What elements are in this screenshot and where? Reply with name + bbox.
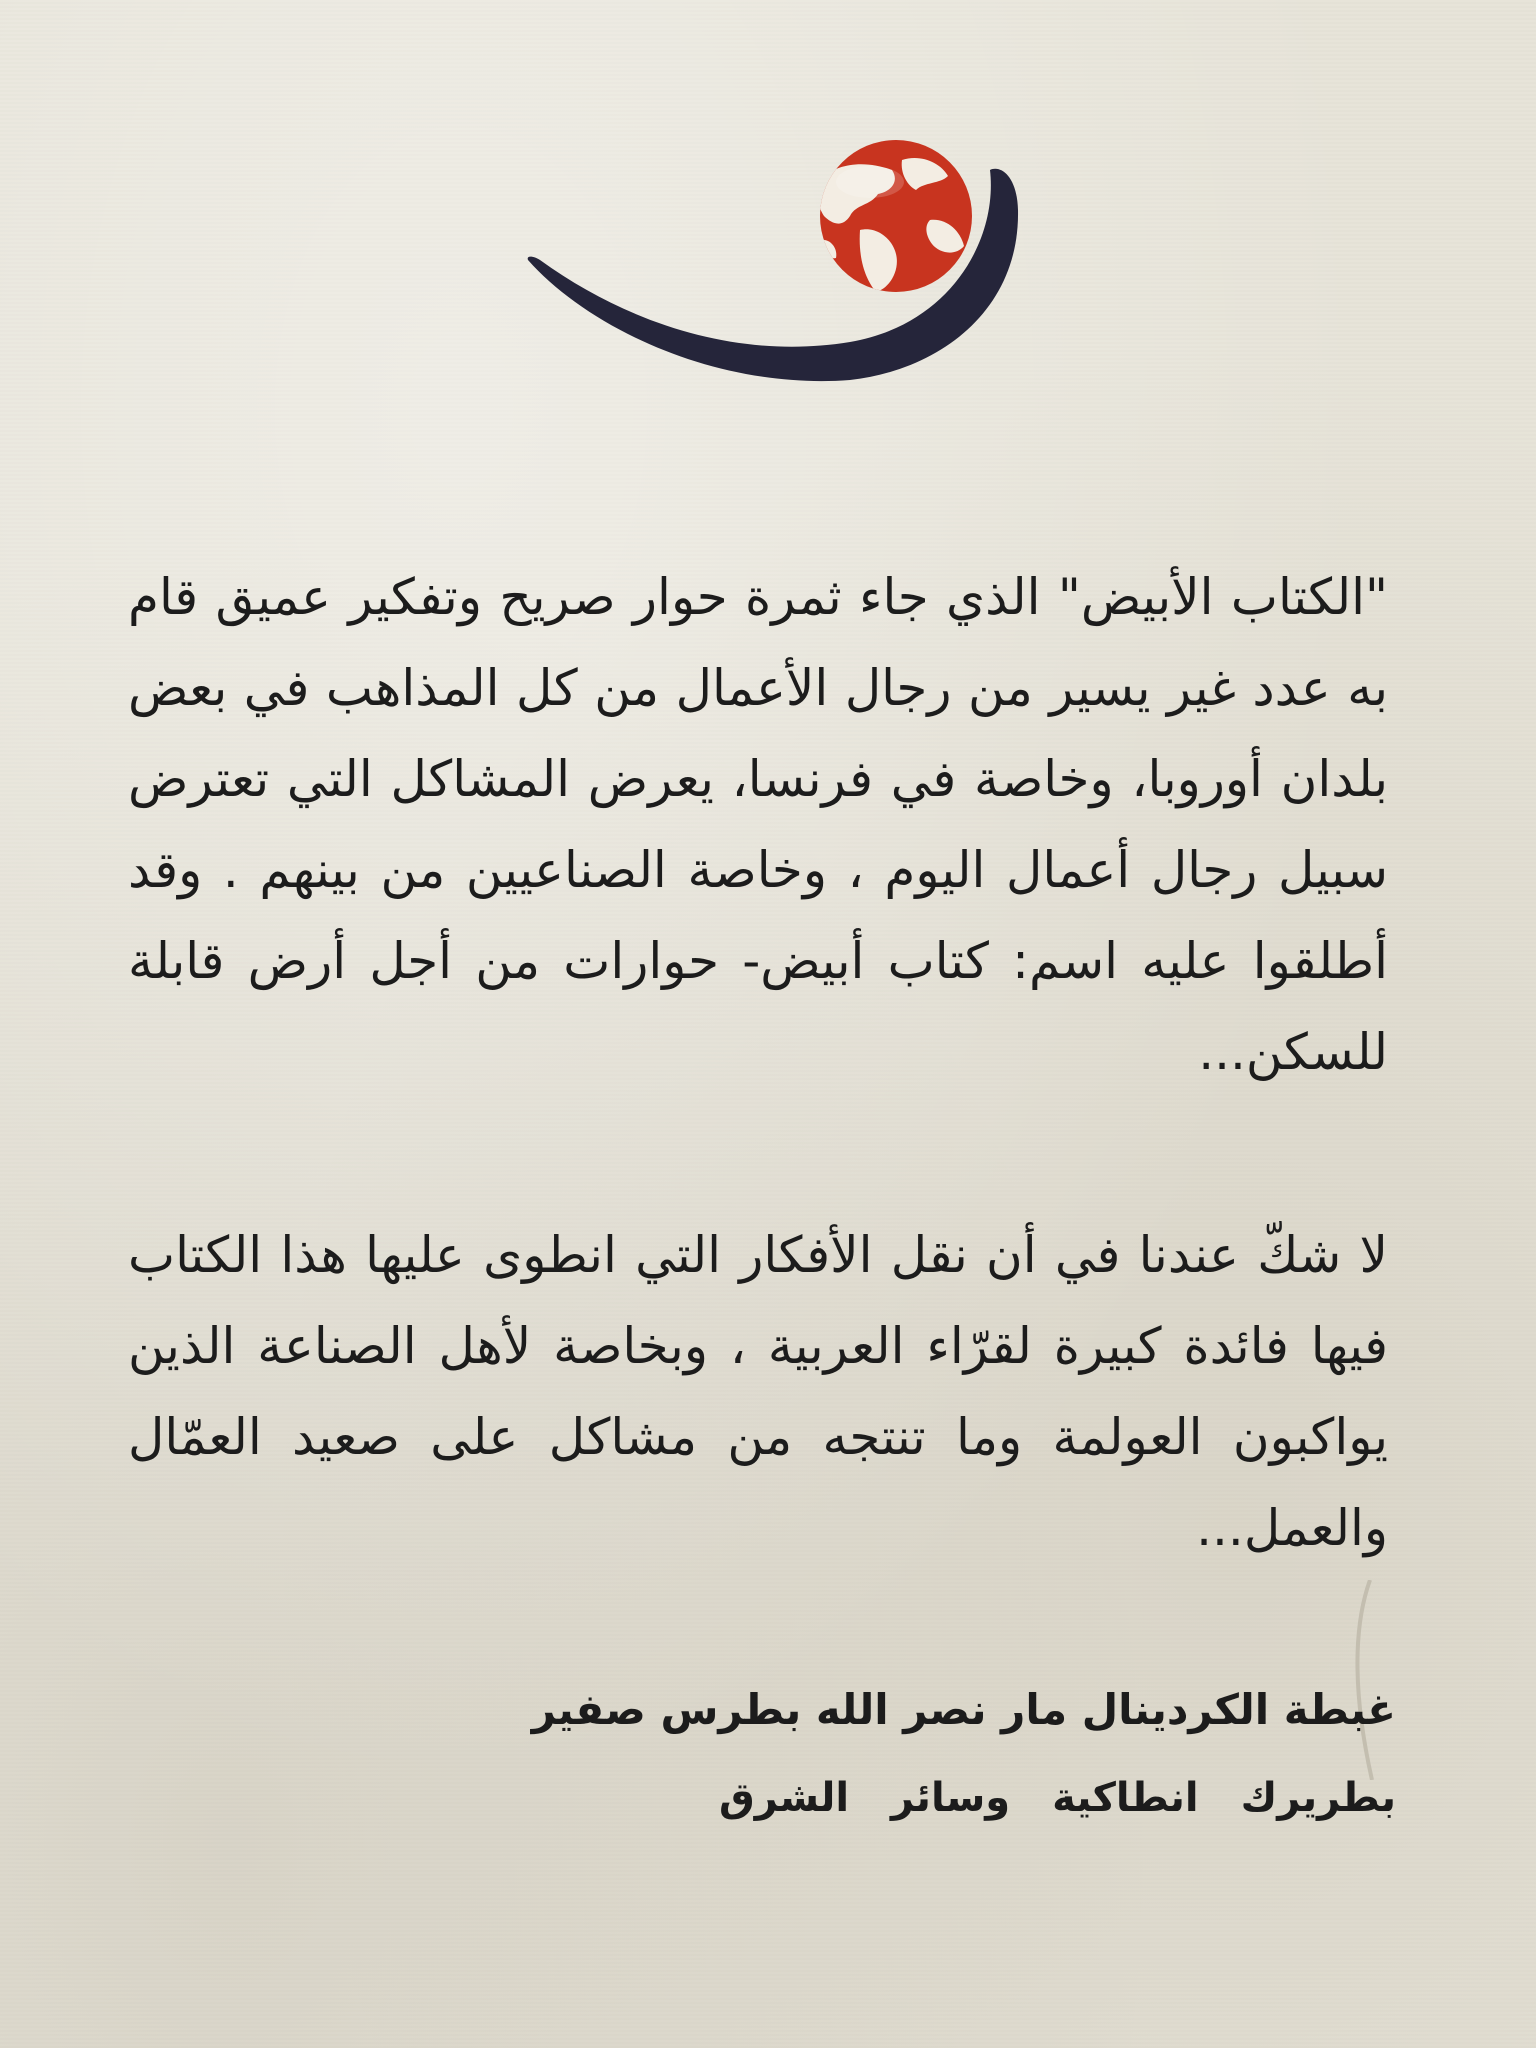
description-paragraph-2: لا شكّ عندنا في أن نقل الأفكار التي انطوى عليها هذا الكتاب فيها فائدة كبيرة لقرّاء العربية ، وبخاصة لأهل الصناعة الذين يواكبون العولمة وما تنتجه من مشاكل على صعيد العمّال والعمل...: [128, 1226, 1388, 1557]
publisher-logo: [520, 120, 1040, 420]
description-paragraph-1: "الكتاب الأبيض" الذي جاء ثمرة حوار صريح وتفكير عميق قام به عدد غير يسير من رجال الأعمال من كل المذاهب في بعض بلدان أوروبا، وخاصة في فرنسا، يعرض المشاكل التي تعترض سبيل رجال أعمال اليوم ، وخاصة الصناعيين من بينهم . وقد أطلقوا عليه اسم: كتاب أبيض- حوارات من أجل أرض قابلة للسكن...: [128, 568, 1388, 1081]
signature-title: بطريرك انطاكية وسائر الشرق: [719, 1775, 1396, 1821]
signature-name: غبطة الكردينال مار نصر الله بطرس صفير: [531, 1685, 1396, 1734]
globe-icon: [817, 140, 972, 292]
